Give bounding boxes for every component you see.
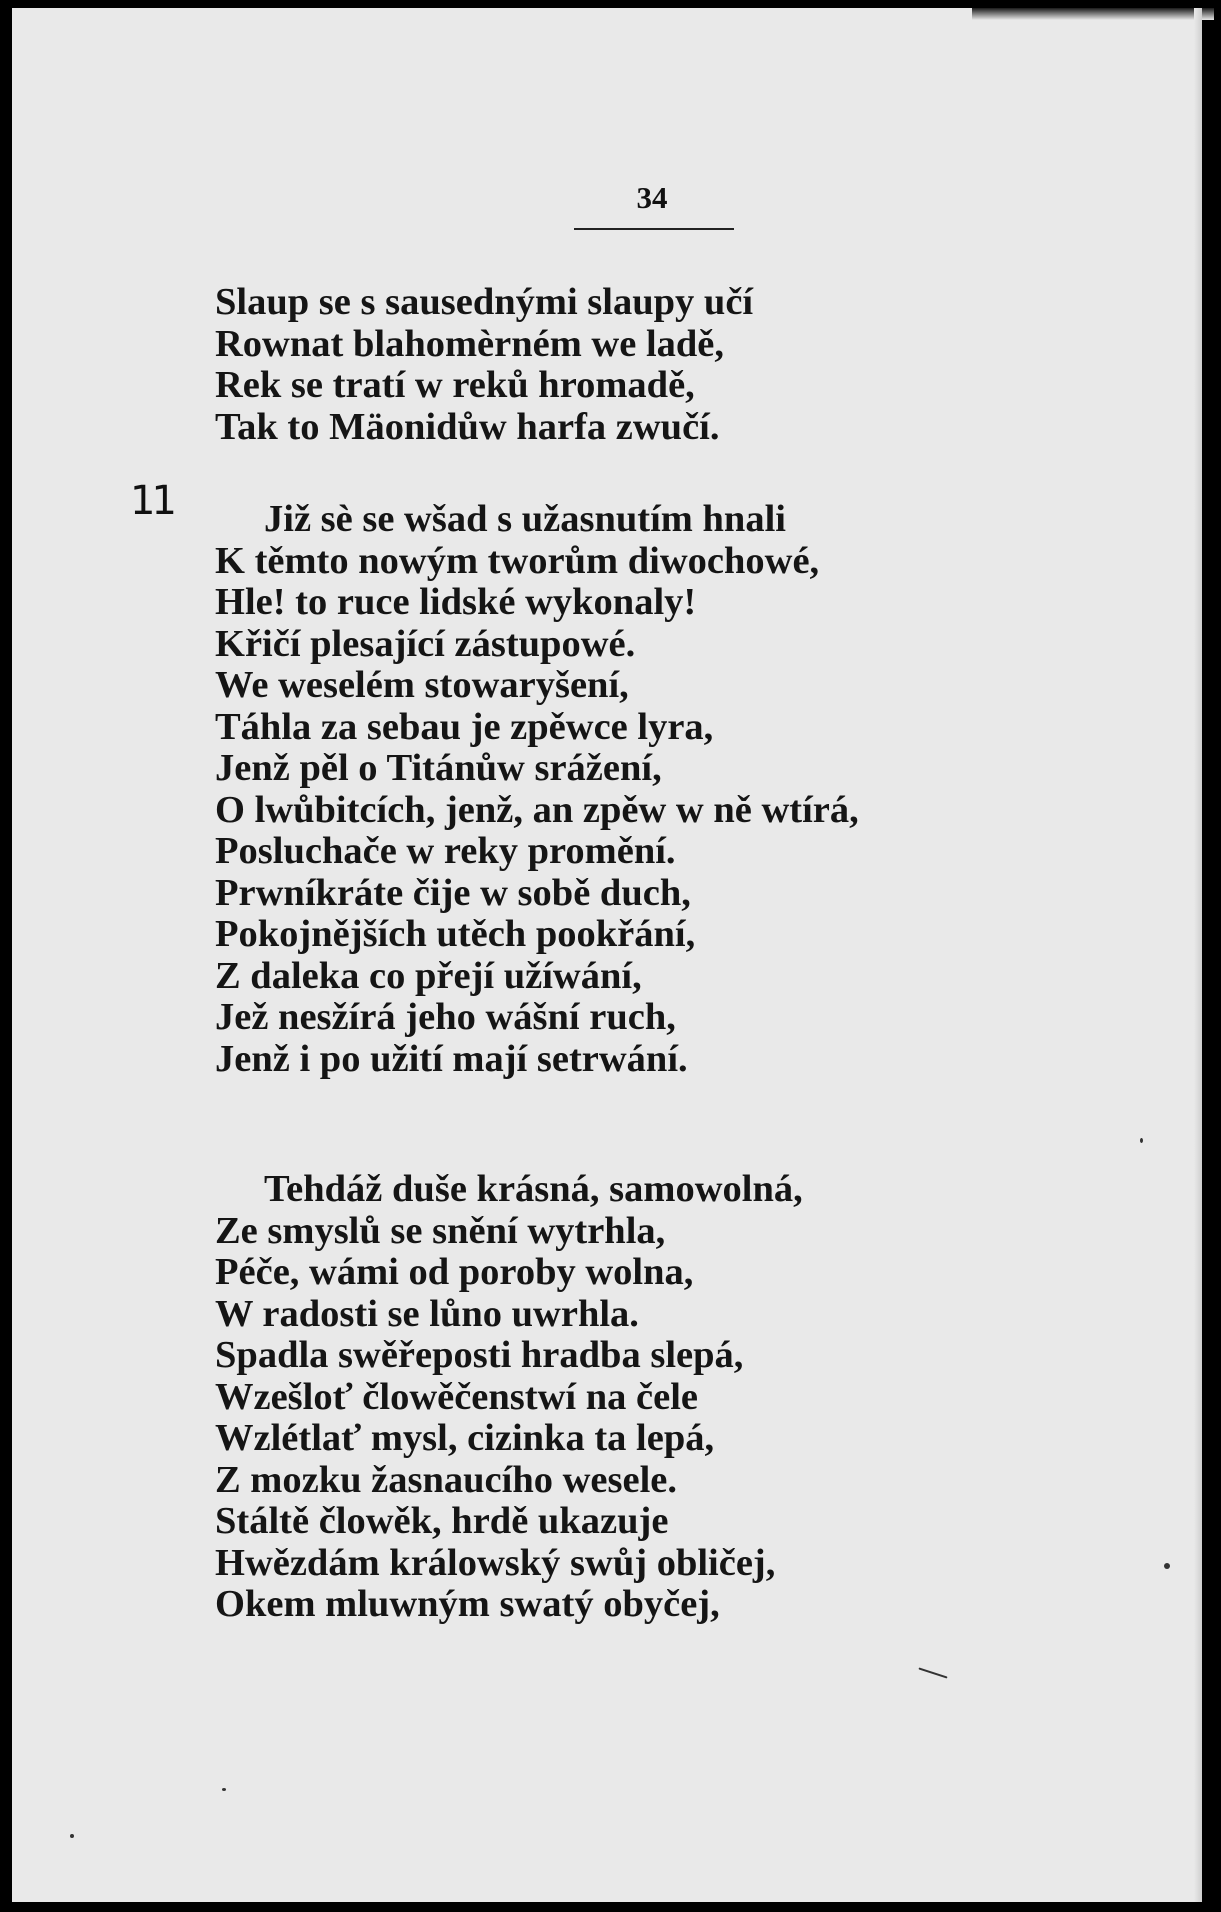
poem-line: Křičí plesající zástupowé. — [215, 622, 636, 665]
poem-line: Rownat blahomèrném we ladě, — [215, 322, 725, 365]
poem-line: Rek se tratí w reků hromadě, — [215, 364, 695, 406]
poem-stanza — [12, 499, 1202, 1080]
poem-line: Z mozku žasnaucího wesele. — [215, 1458, 677, 1501]
page-top-edge-shadow — [972, 8, 1214, 20]
poem-line: Již sè se wšad s užasnutím hnali — [264, 498, 786, 540]
poem-line: Spadla swěřeposti hradba slepá, — [215, 1334, 744, 1376]
poem-line: Péče, wámi od poroby wolna, — [215, 1251, 694, 1293]
page-number-rule — [574, 228, 734, 230]
scan-speck — [70, 1834, 74, 1838]
poem-stanza — [12, 282, 1202, 448]
scan-speck — [222, 1788, 226, 1791]
poem-line: Jež nesžírá jeho wášní ruch, — [215, 996, 676, 1038]
poem-line: Pokojnějších utěch pookřání, — [215, 913, 696, 955]
poem-line: Prwníkráte čije w sobě duch, — [215, 871, 691, 914]
poem-line: W radosti se lůno uwrhla. — [215, 1292, 639, 1335]
poem-line: Stáltě člowěk, hrdě ukazuje — [215, 1500, 669, 1542]
poem-line: Hle! to ruce lidské wykonaly! — [215, 581, 697, 623]
poem-line: K těmto nowým tworům diwochowé, — [215, 539, 820, 582]
scan-speck — [918, 1667, 947, 1678]
poem-line: Wzešloť člowěčenstwí na čele — [215, 1375, 698, 1418]
poem-line: Jenž i po užití mají setrwání. — [215, 1037, 688, 1080]
poem-line: O lwůbitcích, jenž, an zpěw w ně wtírá, — [215, 788, 859, 831]
scan-speck — [1164, 1563, 1170, 1569]
handwritten-margin-note: 11 — [130, 478, 173, 524]
poem-line: Tehdáž duše krásná, samowolná, — [264, 1168, 803, 1210]
book-page — [12, 8, 1202, 1902]
poem-line: Slaup se s sausednými slaupy učí — [215, 281, 754, 323]
page-number: 34 — [636, 180, 668, 215]
poem-line: Tak to Mäonidůw harfa zwučí. — [215, 405, 720, 448]
poem-line: We weselém stowaryšení, — [215, 664, 629, 706]
poem-stanza — [12, 1169, 1202, 1626]
poem-line: Hwězdám králowský swůj obličej, — [215, 1541, 776, 1584]
poem-line: Ze smyslů se snění wytrhla, — [215, 1209, 666, 1252]
poem-line: Okem mluwným swatý obyčej, — [215, 1583, 720, 1625]
scan-speck — [1140, 1138, 1143, 1143]
poem-line: Z daleka co přejí užíwání, — [215, 954, 642, 997]
poem-line: Táhla za sebau je zpěwce lyra, — [215, 705, 714, 748]
poem-line: Posluchače w reky promění. — [215, 830, 676, 872]
poem-line: Wzlétlať mysl, cizinka ta lepá, — [215, 1417, 715, 1459]
poem-line: Jenž pěl o Titánůw srážení, — [215, 747, 662, 789]
